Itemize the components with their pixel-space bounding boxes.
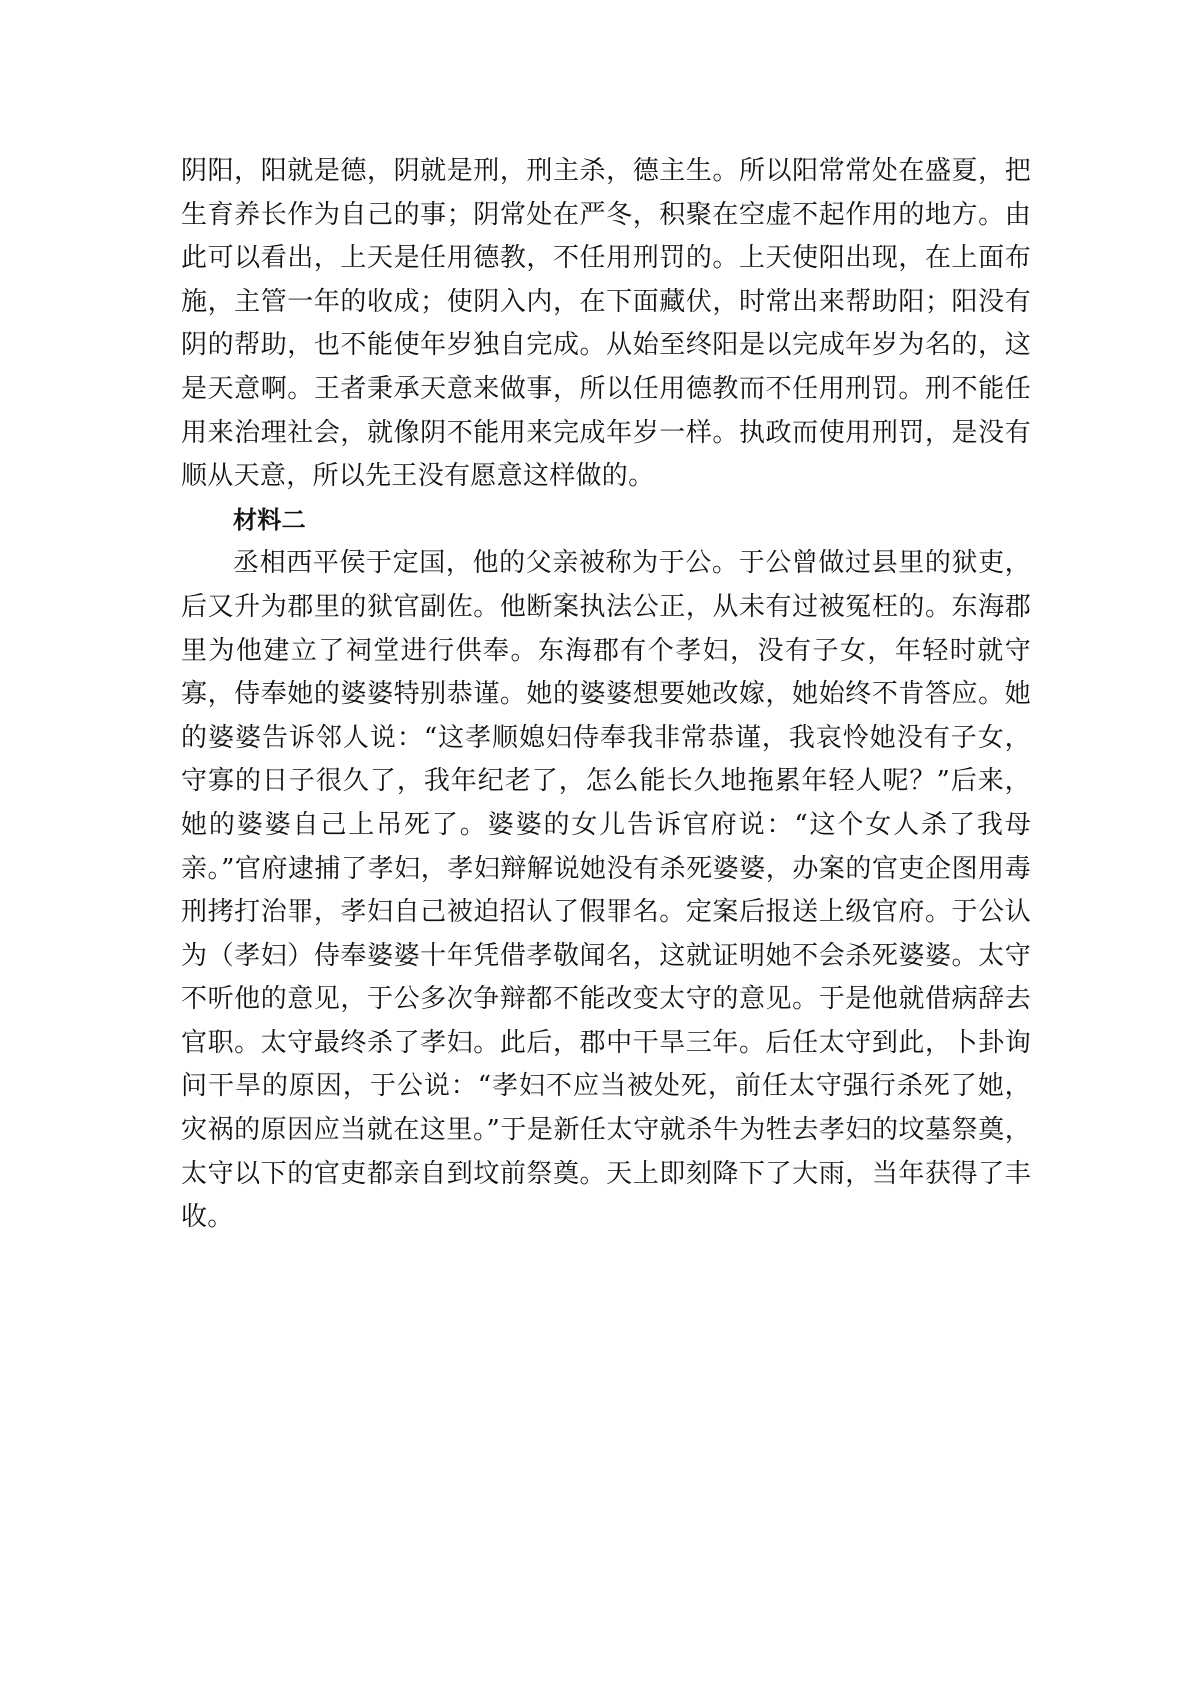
- paragraph-material-two: 丞相西平侯于定国，他的父亲被称为于公。于公曾做过县里的狱吏，后又升为郡里的狱官副佐。他断案执法公正，从未有过被冤枉的。东海郡里为他建立了祠堂进行供奉。东海郡有个孝妇，没有子女，年轻时就守寡，侍奉她的婆婆特别恭谨。她的婆婆想要她改嫁，她始终不肯答应。她的婆婆告诉邻人说：“这孝顺媳妇侍奉我非常恭谨，我哀怜她没有子女，守寡的日子很久了，我年纪老了，怎么能长久地拖累年轻人呢？”后来，她的婆婆自己上吊死了。婆婆的女儿告诉官府说：“这个女人杀了我母亲。”官府逮捕了孝妇，孝妇辩解说她没有杀死婆婆，办案的官吏企图用毒刑拷打治罪，孝妇自己被迫招认了假罪名。定案后报送上级官府。于公认为（孝妇）侍奉婆婆十年凭借孝敬闻名，这就证明她不会杀死婆婆。太守不听他的意见，于公多次争辩都不能改变太守的意见。于是他就借病辞去官职。太守最终杀了孝妇。此后，郡中干旱三年。后任太守到此，卜卦询问干旱的原因，于公说：“孝妇不应当被处死，前任太守强行杀死了她，灾祸的原因应当就在这里。”于是新任太守就杀牛为牲去孝妇的坟墓祭奠，太守以下的官吏都亲自到坟前祭奠。天上即刻降下了大雨，当年获得了丰收。: [181, 548, 1031, 1233]
- paragraph-material-one-continued: 阴阳，阳就是德，阴就是刑，刑主杀，德主生。所以阳常常处在盛夏，把生育养长作为自己的事；阴常处在严冬，积聚在空虚不起作用的地方。由此可以看出，上天是任用德教，不任用刑罚的。上天使阳出现，在上面布施，主管一年的收成；使阴入内，在下面藏伏，时常出来帮助阳；阳没有阴的帮助，也不能使年岁独自完成。从始至终阳是以完成年岁为名的，这是天意啊。王者秉承天意来做事，所以任用德教而不任用刑罚。刑不能任用来治理社会，就像阴不能用来完成年岁一样。执政而使用刑罚，是没有顺从天意，所以先王没有愿意这样做的。: [181, 156, 1031, 492]
- document-body: [181, 150, 1031, 1240]
- section-heading-material-two: 材料二: [233, 505, 306, 534]
